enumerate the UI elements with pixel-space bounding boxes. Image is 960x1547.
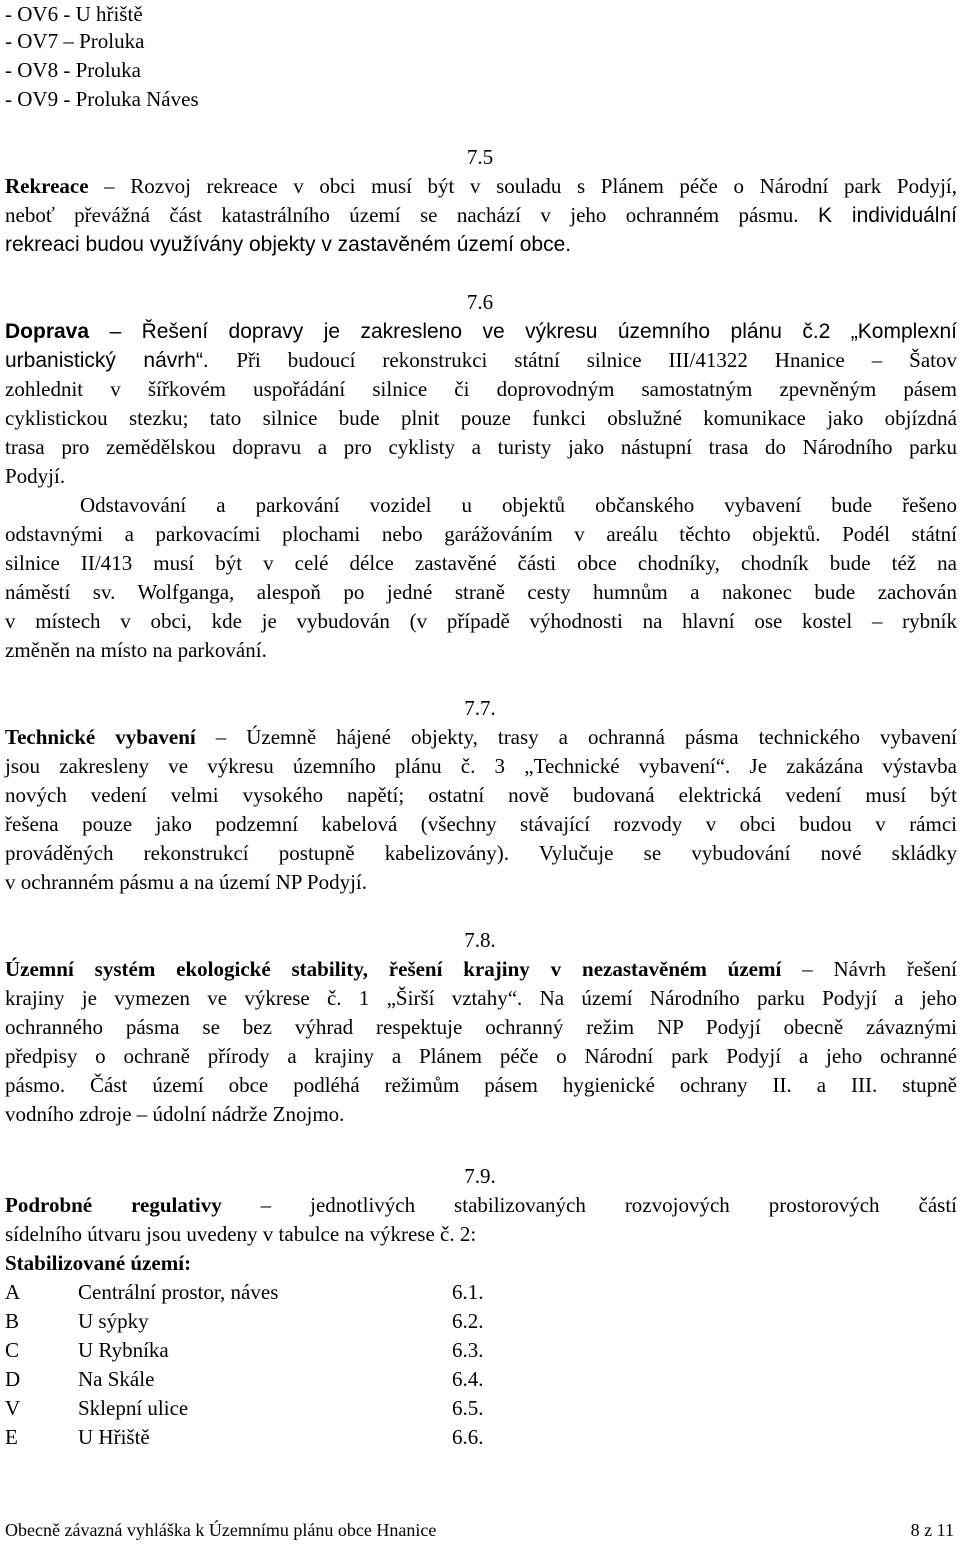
paragraph-line <box>5 839 957 868</box>
text: Wolfganga, alespoň po jedné straně cesty humnům a nakonec bude zachován <box>137 580 957 604</box>
paragraph-line: nových vedení velmi vysokého napětí; ostatní nově budovaná elektrická vedení musí být <box>5 783 957 807</box>
text: – jednotlivých stabilizovaných rozvojových prostorových částí <box>221 1193 958 1217</box>
paragraph-line: vodního zdroje – údolní nádrže Znojmo. <box>5 1102 345 1126</box>
paragraph-line: v ochranném pásmu a na území NP Podyjí. <box>5 870 367 894</box>
list-item: - OV6 - U hřiště <box>5 2 143 26</box>
text: pásmo. <box>5 1073 91 1097</box>
row-ref: 6.1. <box>452 1280 484 1304</box>
list-item: - OV9 - Proluka Náves <box>5 87 199 111</box>
section-title: Doprava <box>5 320 90 343</box>
text: – Rozvoj rekreace v obci musí být v souladu s Plánem péče o Národní park Podyjí, <box>88 174 957 198</box>
paragraph-line: řešena pouze jako podzemní kabelová (všechny stávající rozvody v obci budou v rámci <box>5 812 957 836</box>
row-name: U sýpky <box>78 1309 149 1333</box>
text: prováděných rekonstrukcí postupně kabelizovány). <box>5 841 539 865</box>
text: Při budoucí rekonstrukci státní silnice III/41322 Hnanice – Šatov <box>236 348 957 372</box>
text: Část území obce podléhá režimům pásem hygienické ochrany II. a III. stupně <box>90 1073 958 1097</box>
section-number: 7.7. <box>464 696 496 720</box>
row-code: B <box>5 1309 20 1333</box>
paragraph-line <box>5 752 957 781</box>
row-code: D <box>5 1367 21 1391</box>
subheading <box>5 1249 191 1278</box>
text: krajiny je vymezen ve výkrese č. 1 „Širší vztahy“. <box>5 986 540 1010</box>
paragraph-line <box>5 1191 957 1220</box>
text: – Návrh řešení <box>781 957 957 981</box>
text: odstavnými a parkovacími plochami nebo garážováním v areálu těchto objektů. <box>5 522 843 546</box>
row-code: V <box>5 1396 21 1420</box>
paragraph-line: v místech v obci, kde je vybudován (v případě výhodnosti na hlavní ose kostel – rybník <box>5 609 957 633</box>
row-name: Na Skále <box>78 1367 155 1391</box>
paragraph-line: ochranného pásma se bez výhrad respektuje ochranný režim NP Podyjí obecně závaznými <box>5 1015 957 1039</box>
paragraph-line: sídelního útvaru jsou uvedeny v tabulce na výkrese č. 2: <box>5 1222 477 1246</box>
row-name: U Rybníka <box>78 1338 169 1362</box>
paragraph-line: změněn na místo na parkování. <box>5 638 267 662</box>
row-code: A <box>5 1280 21 1304</box>
row-ref: 6.5. <box>452 1396 484 1420</box>
list-item: - OV7 – Proluka <box>5 29 145 53</box>
paragraph-line: Podyjí. <box>5 464 66 488</box>
footer-title: Obecně závazná vyhláška k Územnímu plánu obce Hnanice <box>5 1520 437 1540</box>
paragraph-line <box>5 578 957 607</box>
row-code: E <box>5 1425 18 1449</box>
section-number: 7.8. <box>464 928 496 952</box>
section-title: Technické vybavení <box>5 725 196 749</box>
paragraph-line <box>5 984 957 1013</box>
text: jsou zakresleny ve výkresu územního plánu č. 3 „Technické vybavení“. <box>5 754 750 778</box>
text: neboť převážná část katastrálního území se nachází v jeho ochranném pásmu. <box>5 203 818 227</box>
paragraph-line: zohlednit v šířkovém uspořádání silnice či doprovodným samostatným zpevněným pásem <box>5 377 957 401</box>
row-ref: 6.4. <box>452 1367 484 1391</box>
text: Na území Národního parku Podyjí a jeho <box>539 986 958 1010</box>
paragraph-line <box>5 1071 957 1100</box>
section-number: 7.5 <box>466 145 494 169</box>
text: Vylučuje se vybudování nové skládky <box>538 841 957 865</box>
paragraph-line: silnice II/413 musí být v celé délce zastavěné části obce chodníky, chodník bude též na <box>5 551 957 575</box>
row-code: C <box>5 1338 20 1362</box>
text: Podél státní <box>842 522 957 546</box>
paragraph-line <box>5 346 957 375</box>
paragraph-line <box>5 172 957 201</box>
section-title: Územní systém ekologické stability, řešení krajiny v nezastavěném území <box>5 957 782 981</box>
list-item: - OV8 - Proluka <box>5 58 141 82</box>
row-ref: 6.6. <box>452 1425 484 1449</box>
row-ref: 6.2. <box>452 1309 484 1333</box>
paragraph-line: rekreaci budou využívány objekty v zastavěném území obce. <box>5 233 572 256</box>
section-title: Rekreace <box>5 174 89 198</box>
row-name: Centrální prostor, náves <box>78 1280 279 1304</box>
row-name: Sklepní ulice <box>78 1396 189 1420</box>
paragraph-line <box>5 723 957 752</box>
paragraph-line: předpisy o ochraně přírody a krajiny a Plánem péče o Národní park Podyjí a jeho ochranné <box>5 1044 957 1068</box>
text: Je zakázána výstavba <box>749 754 957 778</box>
section-number: 7.9. <box>464 1164 496 1188</box>
row-name: U Hřiště <box>78 1425 150 1449</box>
paragraph-line <box>5 520 957 549</box>
subheading-text: Stabilizované území: <box>5 1251 192 1275</box>
text: – Řešení dopravy je zakresleno ve výkresu územního plánu č.2 „Komplexní <box>89 320 957 343</box>
section-title: Podrobné regulativy <box>5 1193 222 1217</box>
paragraph-line <box>5 317 957 346</box>
text: urbanistický návrh“. <box>5 349 237 372</box>
text: K individuální <box>817 204 957 227</box>
paragraph-line: cyklistickou stezku; tato silnice bude plnit pouze funkci obslužné komunikace jako objízdná <box>5 406 957 430</box>
page-number: 8 z 11 <box>910 1520 954 1540</box>
paragraph-line <box>5 201 957 230</box>
row-ref: 6.3. <box>452 1338 484 1362</box>
section-number: 7.6 <box>466 290 494 314</box>
paragraph-line: Odstavování a parkování vozidel u objektů občanského vybavení bude řešeno <box>80 493 957 517</box>
text: – Územně hájené objekty, trasy a ochranná pásma technického vybavení <box>195 725 958 749</box>
text: náměstí sv. <box>5 580 138 604</box>
paragraph-line: trasa pro zemědělskou dopravu a pro cyklisty a turisty jako nástupní trasa do Národního parku <box>5 435 957 459</box>
paragraph-line <box>5 955 957 984</box>
